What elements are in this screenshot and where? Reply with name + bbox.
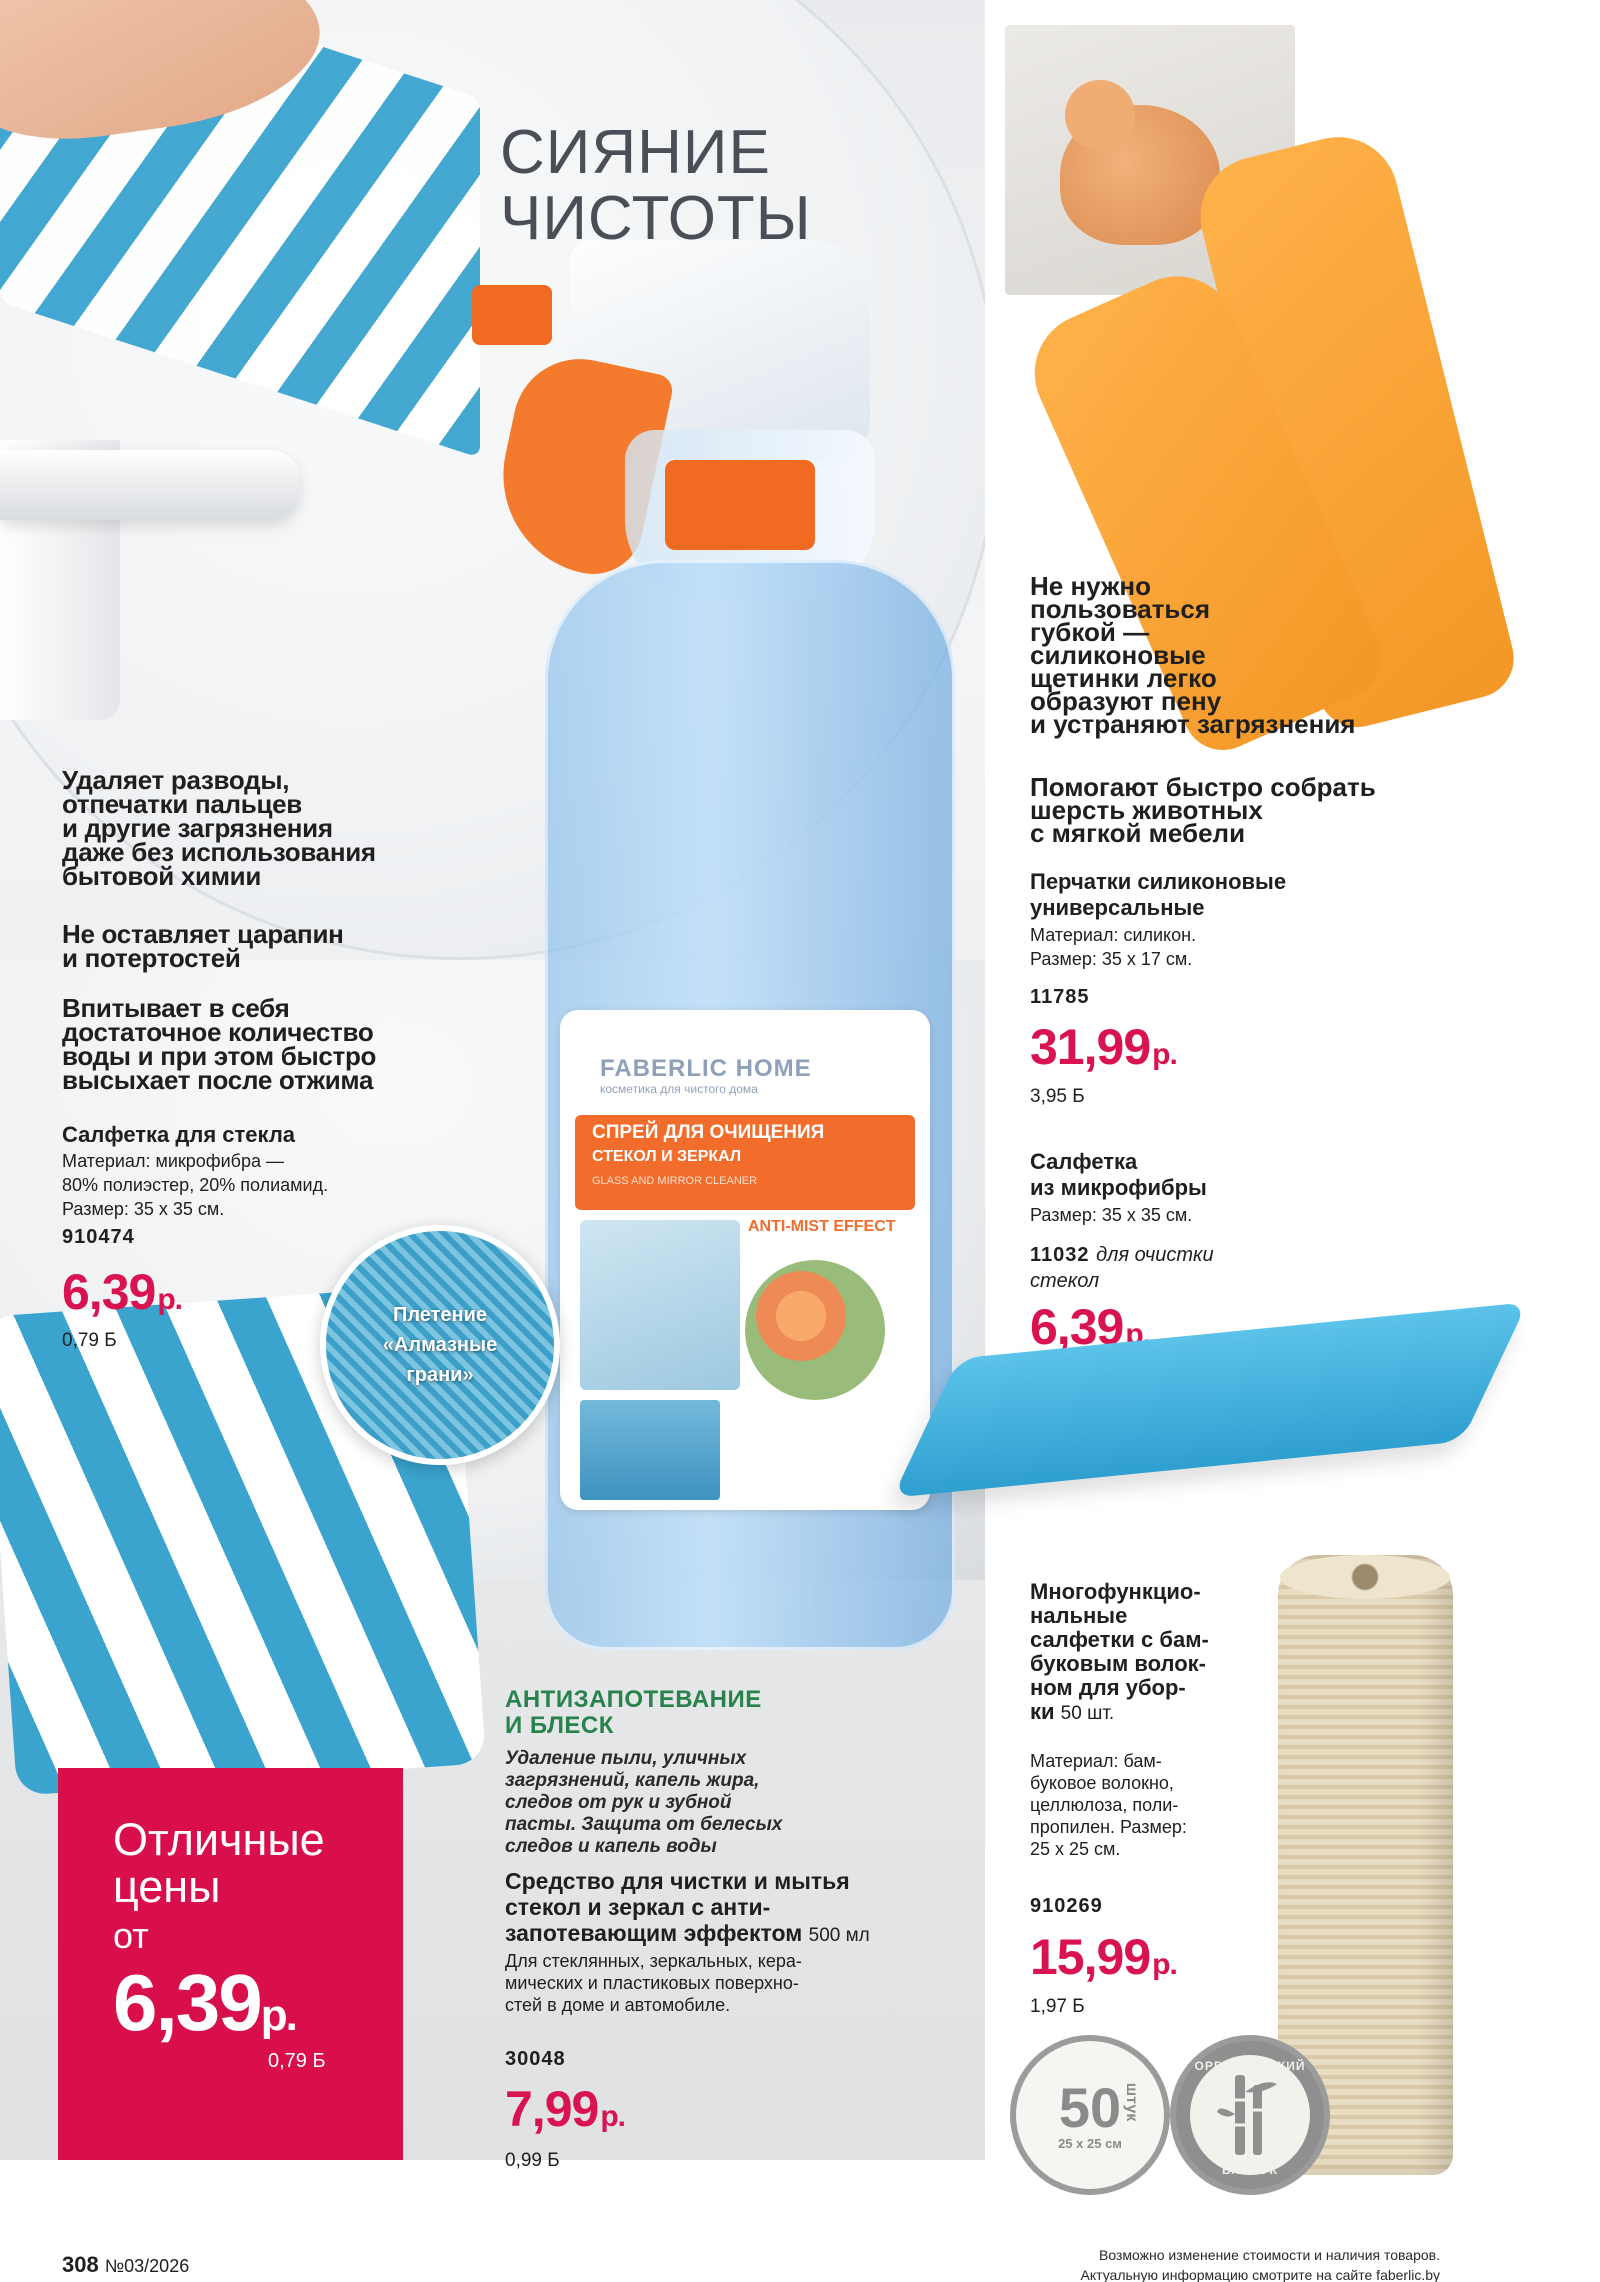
bamboo-material-line: буковое волокно, xyxy=(1030,1773,1174,1793)
price-currency: р. xyxy=(600,2100,625,2133)
product-title-glass-cloth: Салфетка для стекла xyxy=(62,1122,296,1147)
page-number xyxy=(62,2252,189,2278)
cleaner-desc-line: пасты. Защита от белесых xyxy=(505,1814,783,1835)
benefit-3 xyxy=(62,993,377,1095)
cleaner-heading-line: АНТИЗАПОТЕВАНИЕ xyxy=(505,1686,762,1713)
label-band-en: GLASS AND MIRROR CLEANER xyxy=(592,1175,758,1187)
gloves-price xyxy=(1030,1020,1177,1082)
label-window-small xyxy=(580,1400,720,1500)
badge-number: 50 xyxy=(1058,2075,1122,2139)
bamboo-material-line: целлюлоза, поли- xyxy=(1030,1795,1179,1815)
bamboo-title-line: салфетки с бам- xyxy=(1030,1627,1209,1652)
price-value: 6,39 xyxy=(62,1264,156,1320)
product-material-2: 80% полиэстер, 20% полиамид. xyxy=(62,1175,329,1195)
cleaner-usage-line: стей в доме и автомобиле. xyxy=(505,1995,731,2015)
product-price xyxy=(62,1265,182,1327)
microfiber-title-1: Салфетка xyxy=(1030,1149,1138,1174)
label-window-image xyxy=(580,1220,740,1390)
gloves-title-2: универсальные xyxy=(1030,895,1205,920)
promo-points: 0,79 Б xyxy=(268,2050,326,2072)
price-value: 6,39 xyxy=(1030,1299,1124,1355)
zoom-text-1: Плетение xyxy=(392,1304,488,1326)
label-brand: FABERLIC HOME xyxy=(600,1055,812,1082)
promo-price-value: 6,39 xyxy=(113,1958,261,2047)
gloves-benefit-1 xyxy=(1030,571,1356,739)
bamboo-title-line: нальные xyxy=(1030,1603,1128,1628)
product-size: Размер: 35 х 35 см. xyxy=(62,1199,225,1219)
cleaner-description xyxy=(505,1748,782,1858)
roll-top xyxy=(1280,1555,1450,1599)
cleaner-usage xyxy=(505,1950,802,2016)
cleaner-title-line: стекол и зеркал с анти- xyxy=(505,1894,771,1920)
badge-unit: штук xyxy=(1122,2082,1140,2122)
promo-price xyxy=(113,1960,296,2059)
bamboo-title-last xyxy=(1030,1700,1209,1726)
gloves-benefit-line: Не нужно xyxy=(1030,571,1151,601)
gloves-material: Материал: силикон. xyxy=(1030,925,1197,945)
product-points: 0,79 Б xyxy=(62,1330,117,1351)
gloves-size: Размер: 35 х 17 см. xyxy=(1030,949,1193,969)
bamboo-title xyxy=(1030,1580,1209,1726)
headline-line-1: СИЯНИЕ xyxy=(500,118,771,187)
gloves-benefit-2 xyxy=(1030,772,1376,848)
bamboo-material xyxy=(1030,1750,1187,1860)
quantity-badge xyxy=(1010,2035,1170,2195)
headline-line-2: ЧИСТОТЫ xyxy=(500,184,812,253)
issue-number: №03/2026 xyxy=(104,2256,190,2276)
gloves-benefit-line: шерсть животных xyxy=(1030,795,1263,825)
benefit-line: достаточное количество xyxy=(62,1017,374,1047)
cleaner-points: 0,99 Б xyxy=(505,2150,560,2171)
benefit-line: воды и при этом быстро xyxy=(62,1041,377,1071)
price-currency: р. xyxy=(1152,1038,1177,1071)
price-currency: р. xyxy=(157,1283,182,1316)
label-band-subtitle: СТЕКОЛ И ЗЕРКАЛ xyxy=(592,1148,742,1165)
microfiber-code-value: 11032 xyxy=(1030,1244,1090,1266)
footer-disclaimer xyxy=(1081,2245,1441,2282)
gloves-benefit-line: образуют пену xyxy=(1030,686,1222,716)
cleaner-title-line: Средство для чистки и мытья xyxy=(505,1868,850,1894)
microfiber-code-note: для очистки xyxy=(1096,1244,1214,1266)
gloves-benefit-line: силиконовые xyxy=(1030,640,1206,670)
bamboo-material-line: Материал: бам- xyxy=(1030,1751,1162,1771)
cleaner-usage-line: Для стеклянных, зеркальных, кера- xyxy=(505,1951,802,1971)
bamboo-title-last-word: ки xyxy=(1030,1699,1055,1724)
promo-box xyxy=(58,1768,403,2160)
price-value: 15,99 xyxy=(1030,1929,1151,1985)
cleaner-price xyxy=(505,2082,625,2144)
benefit-2 xyxy=(62,919,344,973)
cleaner-desc-line: Удаление пыли, уличных xyxy=(505,1748,747,1769)
cleaner-usage-line: мических и пластиковых поверхно- xyxy=(505,1973,799,1993)
benefit-line: и другие загрязнения xyxy=(62,813,333,843)
benefit-line: Удаляет разводы, xyxy=(62,765,290,795)
label-brand-sub: косметика для чистого дома xyxy=(600,1082,758,1096)
label-band-title: СПРЕЙ ДЛЯ ОЧИЩЕНИЯ xyxy=(592,1122,825,1143)
footer-disclaimer-line: Возможно изменение стоимости и наличия товаров. xyxy=(1098,2247,1440,2263)
microfiber-title-2: из микрофибры xyxy=(1030,1175,1207,1200)
badge-bamboo-bottom: БАМБУК xyxy=(1222,2163,1278,2177)
bamboo-title-line: Многофункцио- xyxy=(1030,1579,1201,1604)
gloves-benefit-line: щетинки легко xyxy=(1030,663,1217,693)
price-currency: р. xyxy=(1152,1948,1177,1981)
faucet xyxy=(0,450,300,520)
promo-line-2: цены xyxy=(113,1861,221,1912)
gloves-code: 11785 xyxy=(1030,986,1090,1008)
benefit-line: отпечатки пальцев xyxy=(62,789,302,819)
bamboo-title-line: ном для убор- xyxy=(1030,1675,1186,1700)
cleaner-volume: 500 мл xyxy=(808,1925,870,1946)
cleaner-title-last xyxy=(505,1920,870,1949)
label-flowers-image xyxy=(745,1260,885,1400)
bamboo-qty: 50 шт. xyxy=(1060,1703,1115,1724)
promo-line-3: от xyxy=(113,1915,149,1956)
benefit-line: бытовой химии xyxy=(62,861,262,891)
page-number-value: 308 xyxy=(62,2252,99,2277)
bamboo-code: 910269 xyxy=(1030,1895,1103,1917)
cleaner-desc-line: следов от рук и зубной xyxy=(505,1792,732,1813)
cleaner-desc-line: загрязнений, капель жира, xyxy=(505,1770,760,1791)
cleaner-desc-line: следов и капель воды xyxy=(505,1836,717,1857)
promo-line-1: Отличные xyxy=(113,1814,325,1865)
gloves-benefit-line: и устраняют загрязнения xyxy=(1030,709,1356,739)
zoom-text-2: «Алмазные xyxy=(382,1334,498,1356)
bamboo-icon xyxy=(1215,2070,1285,2160)
gloves-benefit-line: пользоваться xyxy=(1030,594,1211,624)
zoom-text-3: грани» xyxy=(406,1364,474,1386)
bamboo-price xyxy=(1030,1930,1177,1992)
gloves-title-1: Перчатки силиконовые xyxy=(1030,869,1287,894)
bottle-cap xyxy=(665,460,815,550)
gloves-benefit-line: губкой — xyxy=(1030,617,1150,647)
cleaner-heading-line: И БЛЕСК xyxy=(505,1712,614,1739)
bamboo-title-line: буковым волок- xyxy=(1030,1651,1206,1676)
benefit-line: высыхает после отжима xyxy=(62,1065,374,1095)
weave-zoom-circle xyxy=(320,1225,560,1465)
cleaner-code: 30048 xyxy=(505,2048,566,2070)
cat-head xyxy=(1065,80,1135,150)
cleaner-heading xyxy=(505,1687,762,1739)
cleaner-title xyxy=(505,1868,870,1949)
organic-bamboo-badge xyxy=(1170,2035,1330,2195)
benefit-line: даже без использования xyxy=(62,837,376,867)
benefit-line: Впитывает в себя xyxy=(62,993,290,1023)
benefit-1 xyxy=(62,765,376,891)
microfiber-code-note-2: стекол xyxy=(1030,1270,1100,1292)
label-effect: ANTI-MIST EFFECT xyxy=(748,1218,896,1235)
microfiber-code xyxy=(1030,1244,1214,1267)
gloves-points: 3,95 Б xyxy=(1030,1086,1085,1107)
gloves-benefit-line: Помогают быстро собрать xyxy=(1030,772,1376,802)
product-material: Материал: микрофибра — xyxy=(62,1151,284,1171)
price-value: 31,99 xyxy=(1030,1019,1151,1075)
price-currency: р. xyxy=(1125,1318,1150,1351)
price-value: 7,99 xyxy=(505,2081,599,2137)
bamboo-material-line: пропилен. Размер: xyxy=(1030,1817,1187,1837)
bamboo-points: 1,97 Б xyxy=(1030,1996,1085,2017)
page-headline xyxy=(500,120,812,252)
footer-disclaimer-line: Актуальную информацию смотрите на сайте faberlic.by xyxy=(1080,2267,1440,2282)
microfiber-size: Размер: 35 х 35 см. xyxy=(1030,1205,1193,1225)
promo-price-currency: р. xyxy=(260,1991,296,2040)
badge-size: 25 х 25 см xyxy=(1058,2135,1122,2151)
benefit-line: Не оставляет царапин xyxy=(62,919,344,949)
benefit-line: и потертостей xyxy=(62,943,241,973)
product-code: 910474 xyxy=(62,1226,135,1248)
bamboo-material-line: 25 х 25 см. xyxy=(1030,1839,1121,1859)
gloves-benefit-line: с мягкой мебели xyxy=(1030,818,1246,848)
cleaner-title-last-text: запотевающим эффектом xyxy=(505,1920,803,1946)
badge-bamboo-top: ОРГАНИЧЕСКИЙ xyxy=(1194,2059,1306,2073)
sprayer-nozzle xyxy=(472,285,552,345)
